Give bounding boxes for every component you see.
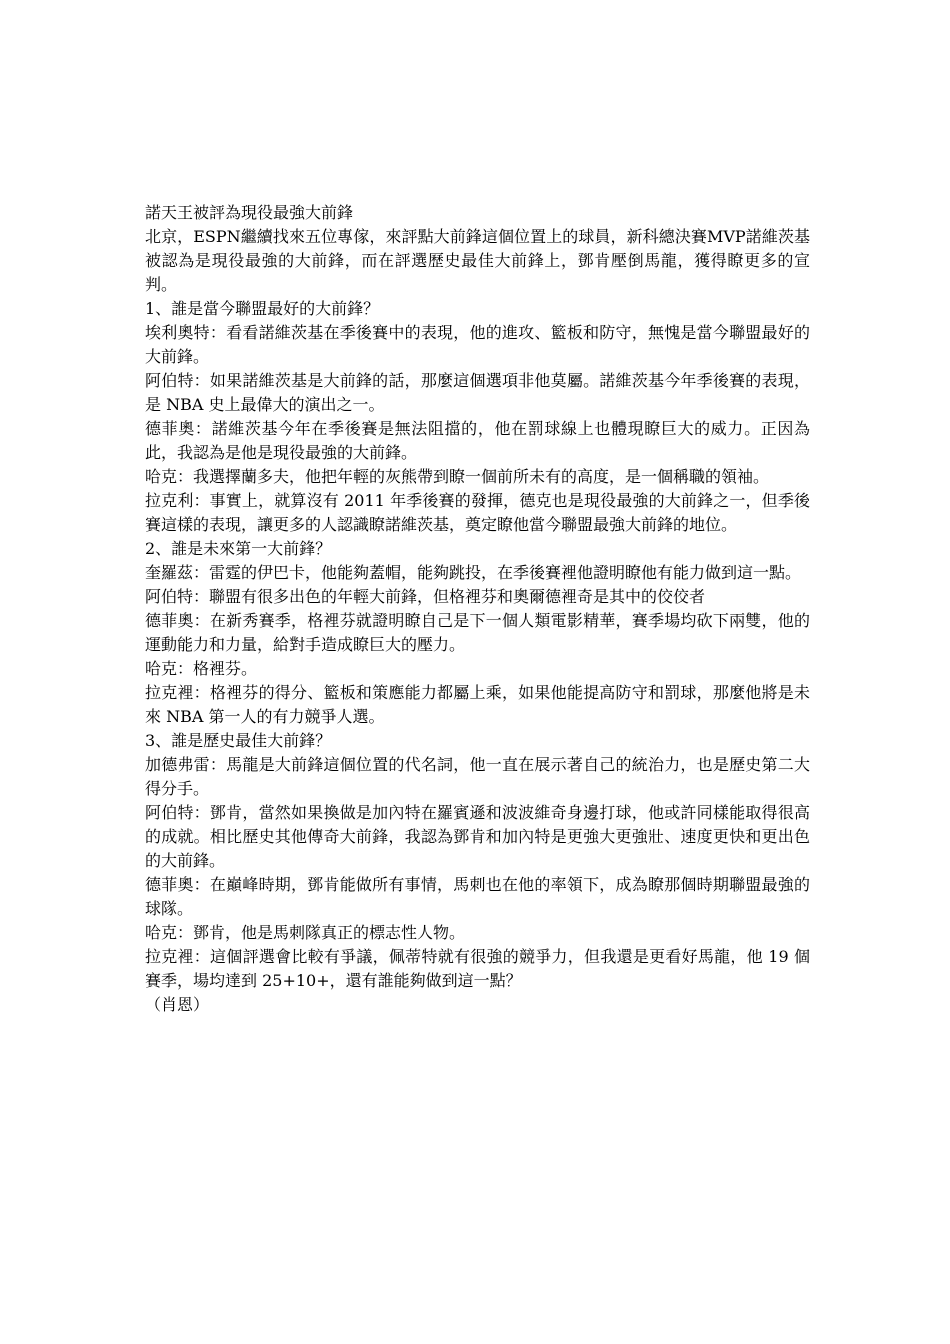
article-byline: （肖恩） [145,995,210,1014]
paragraph: 哈克：格裡芬。 [145,659,258,678]
paragraph: 德菲奧：在巔峰時期，鄧肯能做所有事情，馬刺也在他的率領下，成為瞭那個時期聯盟最強的球隊。 [145,875,810,918]
paragraph: 拉克利：事實上，就算沒有 2011 年季後賽的發揮，德克也是現役最強的大前鋒之一，但季後賽這樣的表現，讓更多的人認識瞭諾維茨基，奠定瞭他當今聯盟最強大前鋒的地位。 [145,491,810,534]
paragraph: 哈克：我選擇蘭多夫，他把年輕的灰熊帶到瞭一個前所未有的高度，是一個稱職的領袖。 [145,467,770,486]
paragraph: 阿伯特：鄧肯，當然如果換做是加內特在羅賓遜和波波維奇身邊打球，他或許同樣能取得很高的成就。相比歷史其他傳奇大前鋒，我認為鄧肯和加內特是更強大更強壯、速度更快和更出色的大前鋒。 [145,803,810,870]
paragraph: 德菲奧：諾維茨基今年在季後賽是無法阻擋的，他在罰球線上也體現瞭巨大的威力。正因為此，我認為是他是現役最強的大前鋒。 [145,419,810,462]
paragraph: 阿伯特：如果諾維茨基是大前鋒的話，那麼這個選項非他莫屬。諾維茨基今年季後賽的表現，是 NBA 史上最偉大的演出之一。 [145,371,810,414]
paragraph: 奎羅茲：雷霆的伊巴卡，他能夠蓋帽，能夠跳投，在季後賽裡他證明瞭他有能力做到這一點。 [145,563,802,582]
section-heading-3: 3、誰是歷史最佳大前鋒？ [145,731,332,750]
paragraph: 哈克：鄧肯，他是馬刺隊真正的標志性人物。 [145,923,466,942]
section-heading-1: 1、誰是當今聯盟最好的大前鋒？ [145,299,380,318]
paragraph: 埃利奧特：看看諾維茨基在季後賽中的表現，他的進攻、籃板和防守，無愧是當今聯盟最好的大前鋒。 [145,323,810,366]
paragraph: 拉克裡：這個評選會比較有爭議，佩蒂特就有很強的競爭力，但我還是更看好馬龍，他 19 個賽季，場均達到 25+10+，還有誰能夠做到這一點？ [145,947,810,990]
paragraph: 德菲奧：在新秀賽季，格裡芬就證明瞭自己是下一個人類電影精華，賽季場均砍下兩雙，他的運動能力和力量，給對手造成瞭巨大的壓力。 [145,611,810,654]
article-title: 諾天王被評為現役最強大前鋒 [145,203,354,222]
paragraph: 加德弗雷：馬龍是大前鋒這個位置的代名詞，他一直在展示著自己的統治力，也是歷史第二大得分手。 [145,755,810,798]
paragraph: 拉克裡：格裡芬的得分、籃板和策應能力都屬上乘，如果他能提高防守和罰球，那麼他將是未來 NBA 第一人的有力競爭人選。 [145,683,810,726]
paragraph: 阿伯特：聯盟有很多出色的年輕大前鋒，但格裡芬和奧爾德裡奇是其中的佼佼者 [145,587,706,606]
article-lead: 北京，ESPN繼續找來五位專傢，來評點大前鋒這個位置上的球員，新科總決賽MVP諾維茨基被認為是現役最強的大前鋒，而在評選歷史最佳大前鋒上，鄧肯壓倒馬龍，獲得瞭更多的宣判。 [145,227,810,294]
document-page [145,201,810,1017]
section-heading-2: 2、誰是未來第一大前鋒？ [145,539,332,558]
